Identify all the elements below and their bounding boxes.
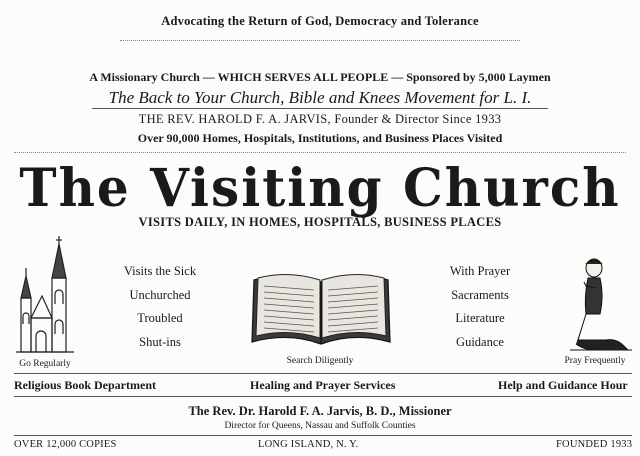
missioner-line: The Rev. Dr. Harold F. A. Jarvis, B. D., Missioner — [188, 404, 452, 418]
list-item: Shut-ins — [139, 334, 181, 349]
founder-line: THE REV. HAROLD F. A. JARVIS, Founder & Director Since 1933 — [138, 112, 502, 126]
list-item: Sacraments — [451, 287, 509, 302]
divider-footer — [14, 435, 632, 436]
dept-religious-book: Religious Book Department — [14, 378, 156, 392]
visits-daily-line: VISITS DAILY, IN HOMES, HOSPITALS, BUSINESS PLACES — [138, 215, 502, 229]
praying-figure-icon — [566, 256, 634, 354]
caption-search-diligently: Search Diligently — [286, 356, 354, 366]
list-item: Literature — [455, 311, 505, 325]
movement-slogan: The Back to Your Church, Bible and Knees Movement for L. I. — [108, 88, 532, 107]
divider-title — [14, 152, 626, 153]
left-list — [100, 264, 220, 358]
visited-line: Over 90,000 Homes, Hospitals, Institutions, and Business Places Visited — [137, 131, 503, 145]
list-item: Guidance — [456, 334, 504, 349]
motto: Advocating the Return of God, Democracy and Tolerance — [161, 14, 479, 28]
list-item: With Prayer — [449, 264, 511, 278]
masthead-title: The Visiting Church — [19, 156, 621, 219]
director-line: Director for Queens, Nassau and Suffolk Counties — [224, 421, 416, 431]
footer-location: LONG ISLAND, N. Y. — [258, 439, 359, 450]
divider-top — [120, 40, 520, 41]
mission-line: A Missionary Church — WHICH SERVES ALL PEOPLE — Sponsored by 5,000 Laymen — [89, 70, 551, 84]
divider-departments-bottom — [14, 396, 632, 397]
church-icon — [14, 234, 76, 358]
list-item: Troubled — [137, 311, 183, 325]
list-item: Unchurched — [129, 287, 191, 302]
dept-help-guidance: Help and Guidance Hour — [498, 378, 628, 392]
dept-healing-prayer: Healing and Prayer Services — [250, 378, 396, 392]
open-bible-icon — [248, 268, 394, 352]
footer-founded: FOUNDED 1933 — [556, 439, 633, 450]
right-list — [420, 264, 540, 358]
caption-pray-frequently: Pray Frequently — [564, 356, 626, 366]
list-item: Visits the Sick — [123, 264, 197, 278]
movement-underline — [92, 108, 548, 109]
caption-go-regularly: Go Regularly — [19, 359, 71, 369]
footer-copies: OVER 12,000 COPIES — [14, 439, 117, 450]
divider-departments-top — [14, 373, 632, 374]
